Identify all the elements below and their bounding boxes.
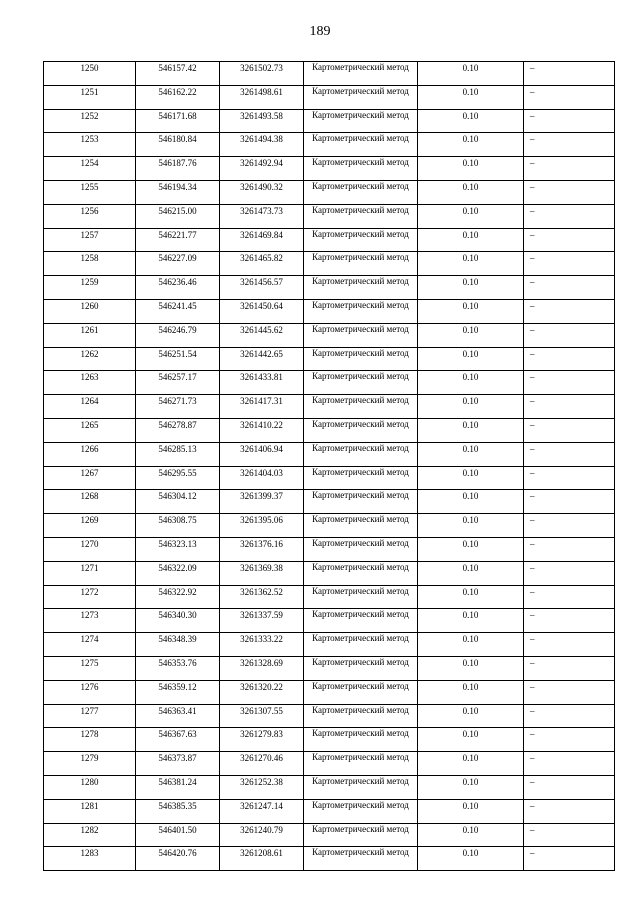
method-cell: Картометрический метод [304, 395, 418, 419]
description-cell: – [524, 609, 615, 633]
y-coordinate-cell: 3261410.22 [220, 418, 304, 442]
description-cell: – [524, 514, 615, 538]
accuracy-cell: 0.10 [418, 157, 524, 181]
x-coordinate-cell: 546236.46 [136, 276, 220, 300]
description-cell: – [524, 347, 615, 371]
table-row [44, 680, 615, 704]
accuracy-cell: 0.10 [418, 466, 524, 490]
table-row [44, 775, 615, 799]
x-coordinate-cell: 546162.22 [136, 85, 220, 109]
table-row [44, 823, 615, 847]
accuracy-cell: 0.10 [418, 204, 524, 228]
x-coordinate-cell: 546359.12 [136, 680, 220, 704]
y-coordinate-cell: 3261252.38 [220, 775, 304, 799]
table-row [44, 537, 615, 561]
method-cell: Картометрический метод [304, 752, 418, 776]
table-row [44, 62, 615, 86]
x-coordinate-cell: 546373.87 [136, 752, 220, 776]
description-cell: – [524, 180, 615, 204]
y-coordinate-cell: 3261307.55 [220, 704, 304, 728]
x-coordinate-cell: 546367.63 [136, 728, 220, 752]
accuracy-cell: 0.10 [418, 228, 524, 252]
description-cell: – [524, 252, 615, 276]
point-number-cell: 1270 [44, 537, 136, 561]
table-row [44, 395, 615, 419]
x-coordinate-cell: 546171.68 [136, 109, 220, 133]
table-row [44, 609, 615, 633]
method-cell: Картометрический метод [304, 204, 418, 228]
method-cell: Картометрический метод [304, 323, 418, 347]
accuracy-cell: 0.10 [418, 323, 524, 347]
accuracy-cell: 0.10 [418, 680, 524, 704]
x-coordinate-cell: 546157.42 [136, 62, 220, 86]
method-cell: Картометрический метод [304, 418, 418, 442]
point-number-cell: 1257 [44, 228, 136, 252]
method-cell: Картометрический метод [304, 585, 418, 609]
method-cell: Картометрический метод [304, 490, 418, 514]
x-coordinate-cell: 546194.34 [136, 180, 220, 204]
accuracy-cell: 0.10 [418, 442, 524, 466]
point-number-cell: 1267 [44, 466, 136, 490]
table-row [44, 323, 615, 347]
method-cell: Картометрический метод [304, 823, 418, 847]
table-row [44, 442, 615, 466]
y-coordinate-cell: 3261469.84 [220, 228, 304, 252]
y-coordinate-cell: 3261333.22 [220, 633, 304, 657]
x-coordinate-cell: 546215.00 [136, 204, 220, 228]
method-cell: Картометрический метод [304, 85, 418, 109]
x-coordinate-cell: 546420.76 [136, 847, 220, 871]
point-number-cell: 1253 [44, 133, 136, 157]
y-coordinate-cell: 3261369.38 [220, 561, 304, 585]
method-cell: Картометрический метод [304, 514, 418, 538]
point-number-cell: 1261 [44, 323, 136, 347]
x-coordinate-cell: 546221.77 [136, 228, 220, 252]
y-coordinate-cell: 3261279.83 [220, 728, 304, 752]
accuracy-cell: 0.10 [418, 704, 524, 728]
point-number-cell: 1259 [44, 276, 136, 300]
table-row [44, 561, 615, 585]
description-cell: – [524, 371, 615, 395]
description-cell: – [524, 228, 615, 252]
method-cell: Картометрический метод [304, 656, 418, 680]
description-cell: – [524, 704, 615, 728]
point-number-cell: 1276 [44, 680, 136, 704]
method-cell: Картометрический метод [304, 62, 418, 86]
accuracy-cell: 0.10 [418, 490, 524, 514]
description-cell: – [524, 775, 615, 799]
accuracy-cell: 0.10 [418, 775, 524, 799]
table-row [44, 418, 615, 442]
accuracy-cell: 0.10 [418, 537, 524, 561]
table-row [44, 490, 615, 514]
description-cell: – [524, 276, 615, 300]
description-cell: – [524, 847, 615, 871]
description-cell: – [524, 656, 615, 680]
table-row [44, 85, 615, 109]
accuracy-cell: 0.10 [418, 609, 524, 633]
accuracy-cell: 0.10 [418, 347, 524, 371]
description-cell: – [524, 561, 615, 585]
description-cell: – [524, 537, 615, 561]
point-number-cell: 1258 [44, 252, 136, 276]
description-cell: – [524, 157, 615, 181]
y-coordinate-cell: 3261399.37 [220, 490, 304, 514]
method-cell: Картометрический метод [304, 847, 418, 871]
x-coordinate-cell: 546363.41 [136, 704, 220, 728]
y-coordinate-cell: 3261442.65 [220, 347, 304, 371]
description-cell: – [524, 799, 615, 823]
x-coordinate-cell: 546322.09 [136, 561, 220, 585]
point-number-cell: 1266 [44, 442, 136, 466]
x-coordinate-cell: 546227.09 [136, 252, 220, 276]
y-coordinate-cell: 3261404.03 [220, 466, 304, 490]
point-number-cell: 1273 [44, 609, 136, 633]
y-coordinate-cell: 3261492.94 [220, 157, 304, 181]
accuracy-cell: 0.10 [418, 109, 524, 133]
y-coordinate-cell: 3261465.82 [220, 252, 304, 276]
x-coordinate-cell: 546180.84 [136, 133, 220, 157]
accuracy-cell: 0.10 [418, 752, 524, 776]
table-row [44, 728, 615, 752]
table-row [44, 704, 615, 728]
x-coordinate-cell: 546295.55 [136, 466, 220, 490]
accuracy-cell: 0.10 [418, 276, 524, 300]
y-coordinate-cell: 3261417.31 [220, 395, 304, 419]
method-cell: Картометрический метод [304, 371, 418, 395]
y-coordinate-cell: 3261450.64 [220, 299, 304, 323]
table-row [44, 466, 615, 490]
point-number-cell: 1256 [44, 204, 136, 228]
accuracy-cell: 0.10 [418, 561, 524, 585]
description-cell: – [524, 680, 615, 704]
x-coordinate-cell: 546308.75 [136, 514, 220, 538]
point-number-cell: 1279 [44, 752, 136, 776]
accuracy-cell: 0.10 [418, 633, 524, 657]
y-coordinate-cell: 3261362.52 [220, 585, 304, 609]
y-coordinate-cell: 3261498.61 [220, 85, 304, 109]
x-coordinate-cell: 546381.24 [136, 775, 220, 799]
x-coordinate-cell: 546348.39 [136, 633, 220, 657]
y-coordinate-cell: 3261208.61 [220, 847, 304, 871]
y-coordinate-cell: 3261473.73 [220, 204, 304, 228]
x-coordinate-cell: 546278.87 [136, 418, 220, 442]
description-cell: – [524, 728, 615, 752]
y-coordinate-cell: 3261456.57 [220, 276, 304, 300]
description-cell: – [524, 395, 615, 419]
x-coordinate-cell: 546246.79 [136, 323, 220, 347]
coordinates-table-body [44, 62, 615, 871]
description-cell: – [524, 490, 615, 514]
table-row [44, 109, 615, 133]
description-cell: – [524, 62, 615, 86]
description-cell: – [524, 442, 615, 466]
point-number-cell: 1255 [44, 180, 136, 204]
point-number-cell: 1254 [44, 157, 136, 181]
point-number-cell: 1265 [44, 418, 136, 442]
y-coordinate-cell: 3261247.14 [220, 799, 304, 823]
y-coordinate-cell: 3261502.73 [220, 62, 304, 86]
point-number-cell: 1250 [44, 62, 136, 86]
accuracy-cell: 0.10 [418, 847, 524, 871]
accuracy-cell: 0.10 [418, 133, 524, 157]
x-coordinate-cell: 546401.50 [136, 823, 220, 847]
description-cell: – [524, 633, 615, 657]
point-number-cell: 1272 [44, 585, 136, 609]
y-coordinate-cell: 3261494.38 [220, 133, 304, 157]
table-row [44, 514, 615, 538]
y-coordinate-cell: 3261337.59 [220, 609, 304, 633]
method-cell: Картометрический метод [304, 347, 418, 371]
table-row [44, 347, 615, 371]
method-cell: Картометрический метод [304, 775, 418, 799]
point-number-cell: 1251 [44, 85, 136, 109]
accuracy-cell: 0.10 [418, 252, 524, 276]
point-number-cell: 1263 [44, 371, 136, 395]
y-coordinate-cell: 3261490.32 [220, 180, 304, 204]
point-number-cell: 1282 [44, 823, 136, 847]
x-coordinate-cell: 546323.13 [136, 537, 220, 561]
y-coordinate-cell: 3261240.79 [220, 823, 304, 847]
point-number-cell: 1271 [44, 561, 136, 585]
table-row [44, 276, 615, 300]
accuracy-cell: 0.10 [418, 656, 524, 680]
method-cell: Картометрический метод [304, 609, 418, 633]
point-number-cell: 1277 [44, 704, 136, 728]
description-cell: – [524, 585, 615, 609]
method-cell: Картометрический метод [304, 276, 418, 300]
x-coordinate-cell: 546257.17 [136, 371, 220, 395]
table-row [44, 133, 615, 157]
point-number-cell: 1280 [44, 775, 136, 799]
table-row [44, 656, 615, 680]
y-coordinate-cell: 3261493.58 [220, 109, 304, 133]
point-number-cell: 1262 [44, 347, 136, 371]
method-cell: Картометрический метод [304, 704, 418, 728]
x-coordinate-cell: 546251.54 [136, 347, 220, 371]
table-row [44, 752, 615, 776]
method-cell: Картометрический метод [304, 537, 418, 561]
x-coordinate-cell: 546385.35 [136, 799, 220, 823]
accuracy-cell: 0.10 [418, 371, 524, 395]
method-cell: Картометрический метод [304, 299, 418, 323]
point-number-cell: 1268 [44, 490, 136, 514]
x-coordinate-cell: 546340.30 [136, 609, 220, 633]
y-coordinate-cell: 3261445.62 [220, 323, 304, 347]
description-cell: – [524, 323, 615, 347]
y-coordinate-cell: 3261320.22 [220, 680, 304, 704]
point-number-cell: 1275 [44, 656, 136, 680]
y-coordinate-cell: 3261395.06 [220, 514, 304, 538]
accuracy-cell: 0.10 [418, 728, 524, 752]
point-number-cell: 1274 [44, 633, 136, 657]
x-coordinate-cell: 546187.76 [136, 157, 220, 181]
description-cell: – [524, 133, 615, 157]
method-cell: Картометрический метод [304, 180, 418, 204]
method-cell: Картометрический метод [304, 799, 418, 823]
method-cell: Картометрический метод [304, 133, 418, 157]
description-cell: – [524, 418, 615, 442]
table-row [44, 157, 615, 181]
accuracy-cell: 0.10 [418, 85, 524, 109]
x-coordinate-cell: 546271.73 [136, 395, 220, 419]
method-cell: Картометрический метод [304, 728, 418, 752]
x-coordinate-cell: 546322.92 [136, 585, 220, 609]
description-cell: – [524, 85, 615, 109]
point-number-cell: 1260 [44, 299, 136, 323]
table-row [44, 204, 615, 228]
description-cell: – [524, 466, 615, 490]
y-coordinate-cell: 3261328.69 [220, 656, 304, 680]
accuracy-cell: 0.10 [418, 299, 524, 323]
description-cell: – [524, 299, 615, 323]
description-cell: – [524, 752, 615, 776]
method-cell: Картометрический метод [304, 252, 418, 276]
x-coordinate-cell: 546353.76 [136, 656, 220, 680]
table-row [44, 371, 615, 395]
table-row [44, 585, 615, 609]
x-coordinate-cell: 546285.13 [136, 442, 220, 466]
x-coordinate-cell: 546304.12 [136, 490, 220, 514]
method-cell: Картометрический метод [304, 157, 418, 181]
y-coordinate-cell: 3261270.46 [220, 752, 304, 776]
page-number: 189 [309, 24, 331, 39]
table-row [44, 799, 615, 823]
method-cell: Картометрический метод [304, 466, 418, 490]
accuracy-cell: 0.10 [418, 585, 524, 609]
table-row [44, 228, 615, 252]
method-cell: Картометрический метод [304, 109, 418, 133]
point-number-cell: 1278 [44, 728, 136, 752]
accuracy-cell: 0.10 [418, 395, 524, 419]
coordinates-table [43, 61, 615, 871]
table-row [44, 180, 615, 204]
point-number-cell: 1264 [44, 395, 136, 419]
table-row [44, 847, 615, 871]
y-coordinate-cell: 3261376.16 [220, 537, 304, 561]
y-coordinate-cell: 3261433.81 [220, 371, 304, 395]
table-row [44, 299, 615, 323]
accuracy-cell: 0.10 [418, 823, 524, 847]
x-coordinate-cell: 546241.45 [136, 299, 220, 323]
y-coordinate-cell: 3261406.94 [220, 442, 304, 466]
method-cell: Картометрический метод [304, 633, 418, 657]
accuracy-cell: 0.10 [418, 180, 524, 204]
method-cell: Картометрический метод [304, 680, 418, 704]
accuracy-cell: 0.10 [418, 799, 524, 823]
accuracy-cell: 0.10 [418, 418, 524, 442]
accuracy-cell: 0.10 [418, 514, 524, 538]
point-number-cell: 1283 [44, 847, 136, 871]
method-cell: Картометрический метод [304, 442, 418, 466]
description-cell: – [524, 109, 615, 133]
table-row [44, 633, 615, 657]
point-number-cell: 1281 [44, 799, 136, 823]
table-row [44, 252, 615, 276]
method-cell: Картометрический метод [304, 561, 418, 585]
point-number-cell: 1252 [44, 109, 136, 133]
point-number-cell: 1269 [44, 514, 136, 538]
description-cell: – [524, 204, 615, 228]
method-cell: Картометрический метод [304, 228, 418, 252]
accuracy-cell: 0.10 [418, 62, 524, 86]
description-cell: – [524, 823, 615, 847]
